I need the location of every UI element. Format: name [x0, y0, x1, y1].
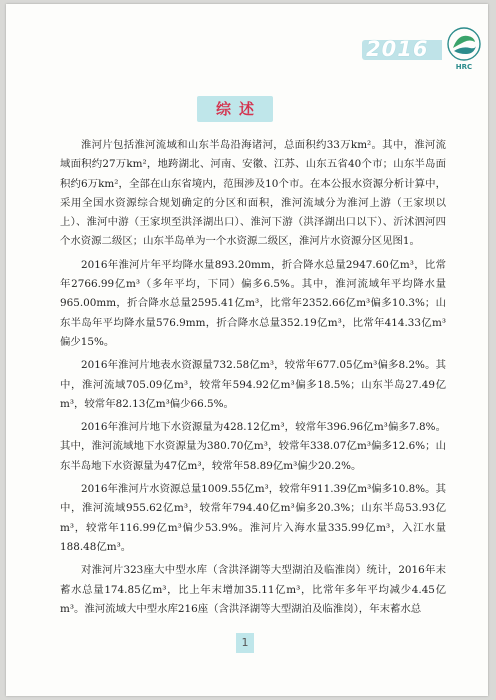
- paragraph: 淮河片包括淮河流域和山东半岛沿海诸河，总面积约33万km²。其中，淮河流域面积约27万km²，地跨湖北、河南、安徽、江苏、山东五省40个市；山东半岛面积约6万km²，全部在山东省境内，范围涉及10个市。在本公报水资源分析计算中，采用全国水资源综合规划确定的分区和面积，淮河流域分为淮河上游（王家坝以上）、淮河中游（王家坝至洪泽湖出口）、淮河下游（洪泽湖出口以下）、沂沭泗河四个水资源二级区；山东半岛单为一个水资源二级区，淮河片水资源分区见图1。: [60, 139, 446, 248]
- document-page: [6, 4, 488, 696]
- section-title: 综述: [215, 100, 262, 118]
- body-text: [60, 136, 446, 623]
- report-year: 2016: [366, 37, 429, 61]
- paragraph: 2016年淮河片地下水资源量为428.12亿m³，较常年396.96亿m³偏多7.8%。其中，淮河流域地下水资源量为380.70亿m³，较常年338.07亿m³偏多12.6%；山东半岛地下水资源量为47亿m³，较常年58.89亿m³偏少20.2%。: [60, 421, 446, 472]
- paragraph: 2016年淮河片水资源总量1009.55亿m³，较常年911.39亿m³偏多10.8%。其中，淮河流域955.62亿m³，较常年794.40亿m³偏多20.3%；山东半岛53.93亿m³，较常年116.99亿m³偏少53.9%。淮河片入海水量335.99亿m³，入江水量188.48亿m³。: [60, 483, 446, 553]
- paragraph: 2016年淮河片地表水资源量732.58亿m³，较常年677.05亿m³偏多8.2%。其中，淮河流域705.09亿m³，较常年594.92亿m³偏多18.5%；山东半岛27.49亿m³，较常年82.13亿m³偏少66.5%。: [60, 359, 446, 410]
- paragraph: 2016年淮河片年平均降水量893.20mm，折合降水总量2947.60亿m³，比常年2766.99亿m³（多年平均，下同）偏多6.5%。其中，淮河流域年平均降水量965.00mm，折合降水总量2595.41亿m³，比常年2352.66亿m³偏多10.3%；山东半岛年平均降水量576.9mm，折合降水总量352.19亿m³，比常年414.33亿m³偏少15%。: [60, 258, 446, 348]
- page-number: 1: [241, 636, 249, 649]
- paragraph: 对淮河片323座大中型水库（含洪泽湖等大型湖泊及临淮岗）统计，2016年末蓄水总量174.85亿m³，比上年末增加35.11亿m³，比常年多年平均减少4.45亿m³。淮河流域大中型水库216座（含洪泽湖等大型湖泊及临淮岗），年末蓄水总: [60, 564, 446, 615]
- logo-caption: HRC: [455, 63, 473, 71]
- top-band: [6, 4, 488, 32]
